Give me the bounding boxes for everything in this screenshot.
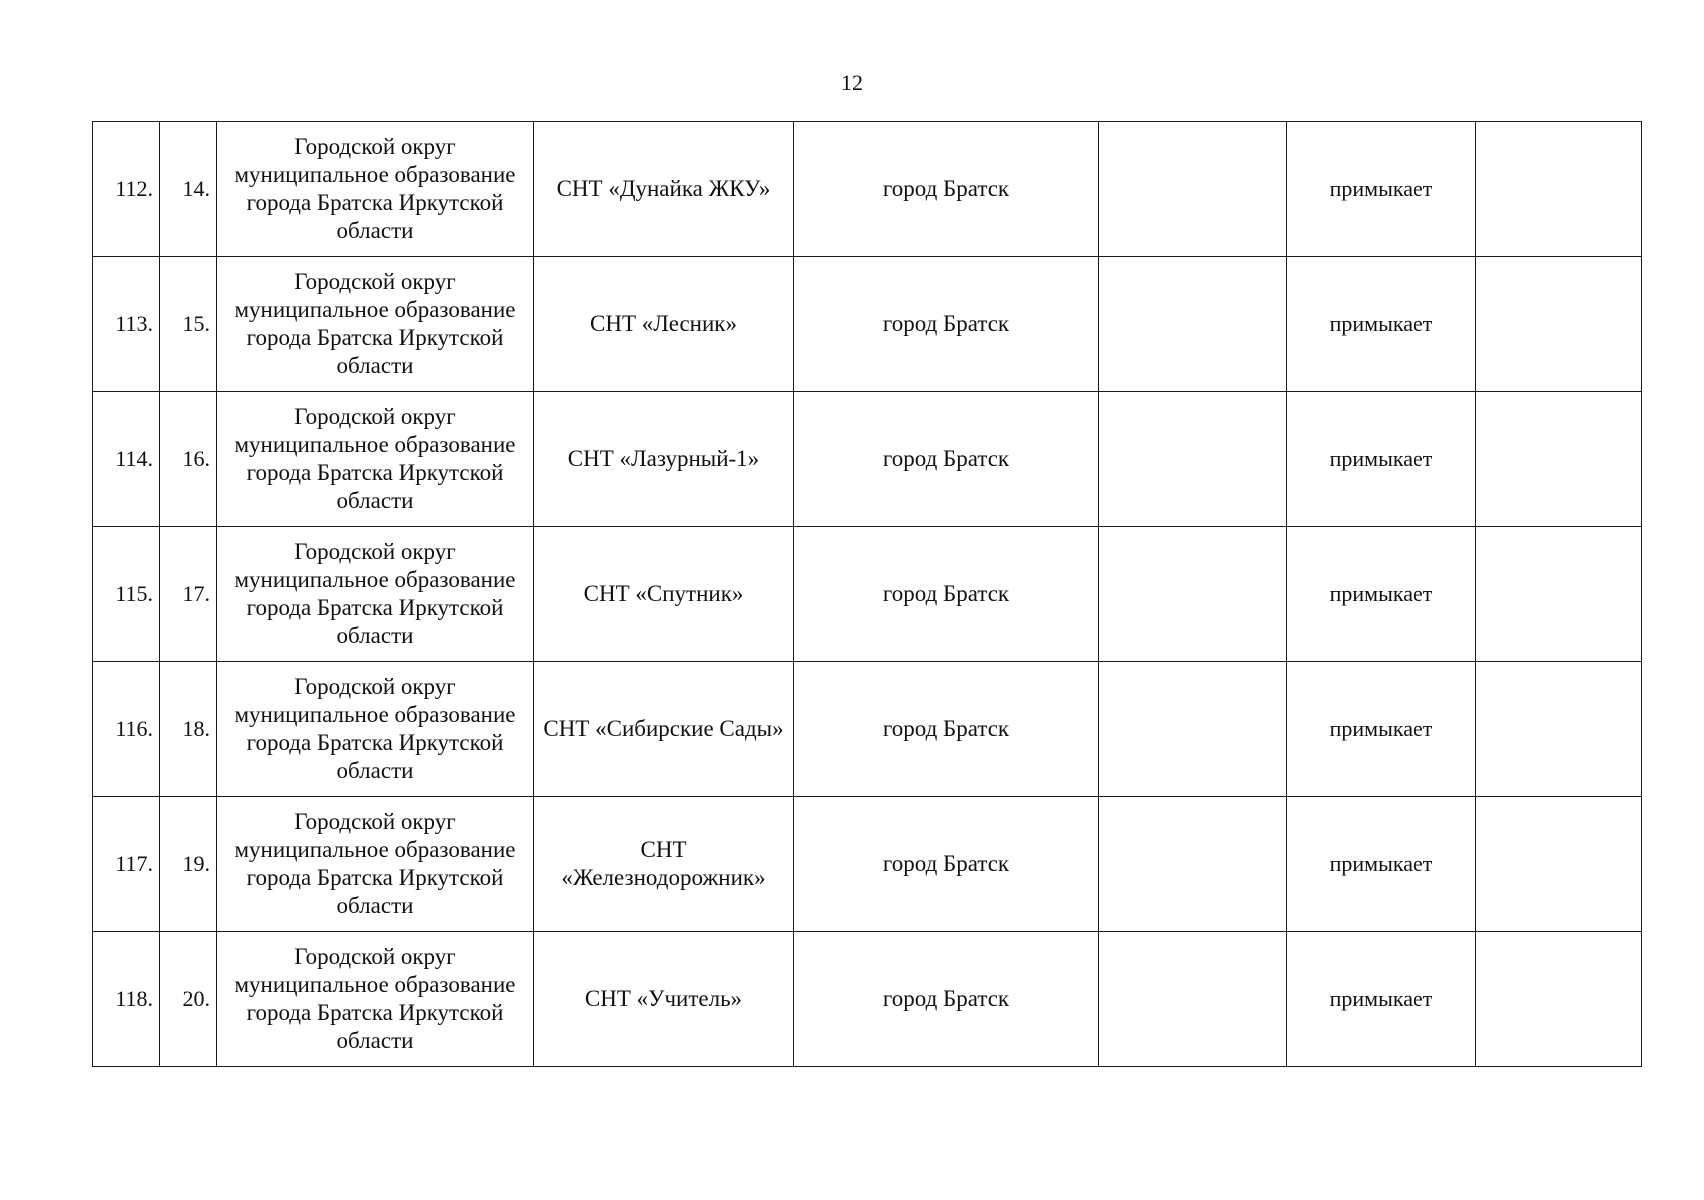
snt-name-cell: СНТ «Спутник» — [534, 527, 794, 662]
row-index: 116. — [93, 662, 160, 797]
empty-cell — [1476, 932, 1642, 1067]
municipality-cell: Городской округ муниципальное образование города Братска Иркутской области — [217, 527, 534, 662]
page-number: 12 — [841, 70, 863, 95]
empty-cell — [1476, 122, 1642, 257]
snt-name-cell: СНТ «Лазурный-1» — [534, 392, 794, 527]
table-row — [93, 392, 1642, 527]
table-row — [93, 662, 1642, 797]
empty-cell — [1099, 797, 1287, 932]
status-cell: примыкает — [1287, 257, 1476, 392]
table-row — [93, 122, 1642, 257]
status-cell: примыкает — [1287, 392, 1476, 527]
empty-cell — [1099, 527, 1287, 662]
row-sub-index: 14. — [160, 122, 217, 257]
row-sub-index: 17. — [160, 527, 217, 662]
row-index: 112. — [93, 122, 160, 257]
row-index: 115. — [93, 527, 160, 662]
table-row — [93, 257, 1642, 392]
status-cell: примыкает — [1287, 662, 1476, 797]
status-cell: примыкает — [1287, 797, 1476, 932]
location-cell: город Братск — [794, 662, 1099, 797]
municipality-cell: Городской округ муниципальное образование города Братска Иркутской области — [217, 797, 534, 932]
location-cell: город Братск — [794, 392, 1099, 527]
empty-cell — [1099, 257, 1287, 392]
row-sub-index: 16. — [160, 392, 217, 527]
row-sub-index: 18. — [160, 662, 217, 797]
row-index: 118. — [93, 932, 160, 1067]
status-cell: примыкает — [1287, 527, 1476, 662]
empty-cell — [1476, 527, 1642, 662]
row-sub-index: 19. — [160, 797, 217, 932]
table-row — [93, 527, 1642, 662]
table-row — [93, 797, 1642, 932]
row-sub-index: 15. — [160, 257, 217, 392]
location-cell: город Братск — [794, 257, 1099, 392]
empty-cell — [1476, 392, 1642, 527]
status-cell: примыкает — [1287, 122, 1476, 257]
snt-name-cell: СНТ «Учитель» — [534, 932, 794, 1067]
empty-cell — [1099, 932, 1287, 1067]
table-row — [93, 932, 1642, 1067]
empty-cell — [1099, 662, 1287, 797]
empty-cell — [1099, 122, 1287, 257]
municipality-cell: Городской округ муниципальное образование города Братска Иркутской области — [217, 662, 534, 797]
row-index: 113. — [93, 257, 160, 392]
empty-cell — [1476, 257, 1642, 392]
snt-name-cell: СНТ «Лесник» — [534, 257, 794, 392]
location-cell: город Братск — [794, 932, 1099, 1067]
municipality-cell: Городской округ муниципальное образование города Братска Иркутской области — [217, 122, 534, 257]
status-cell: примыкает — [1287, 932, 1476, 1067]
snt-name-cell: СНТ «Дунайка ЖКУ» — [534, 122, 794, 257]
row-index: 114. — [93, 392, 160, 527]
location-cell: город Братск — [794, 797, 1099, 932]
location-cell: город Братск — [794, 527, 1099, 662]
empty-cell — [1099, 392, 1287, 527]
snt-name-cell: СНТ «Железнодорожник» — [534, 797, 794, 932]
row-sub-index: 20. — [160, 932, 217, 1067]
row-index: 117. — [93, 797, 160, 932]
municipality-cell: Городской округ муниципальное образование города Братска Иркутской области — [217, 932, 534, 1067]
document-table — [92, 121, 1642, 1067]
table-body — [93, 122, 1642, 1067]
municipality-cell: Городской округ муниципальное образование города Братска Иркутской области — [217, 392, 534, 527]
empty-cell — [1476, 797, 1642, 932]
municipality-cell: Городской округ муниципальное образование города Братска Иркутской области — [217, 257, 534, 392]
location-cell: город Братск — [794, 122, 1099, 257]
snt-name-cell: СНТ «Сибирские Сады» — [534, 662, 794, 797]
empty-cell — [1476, 662, 1642, 797]
